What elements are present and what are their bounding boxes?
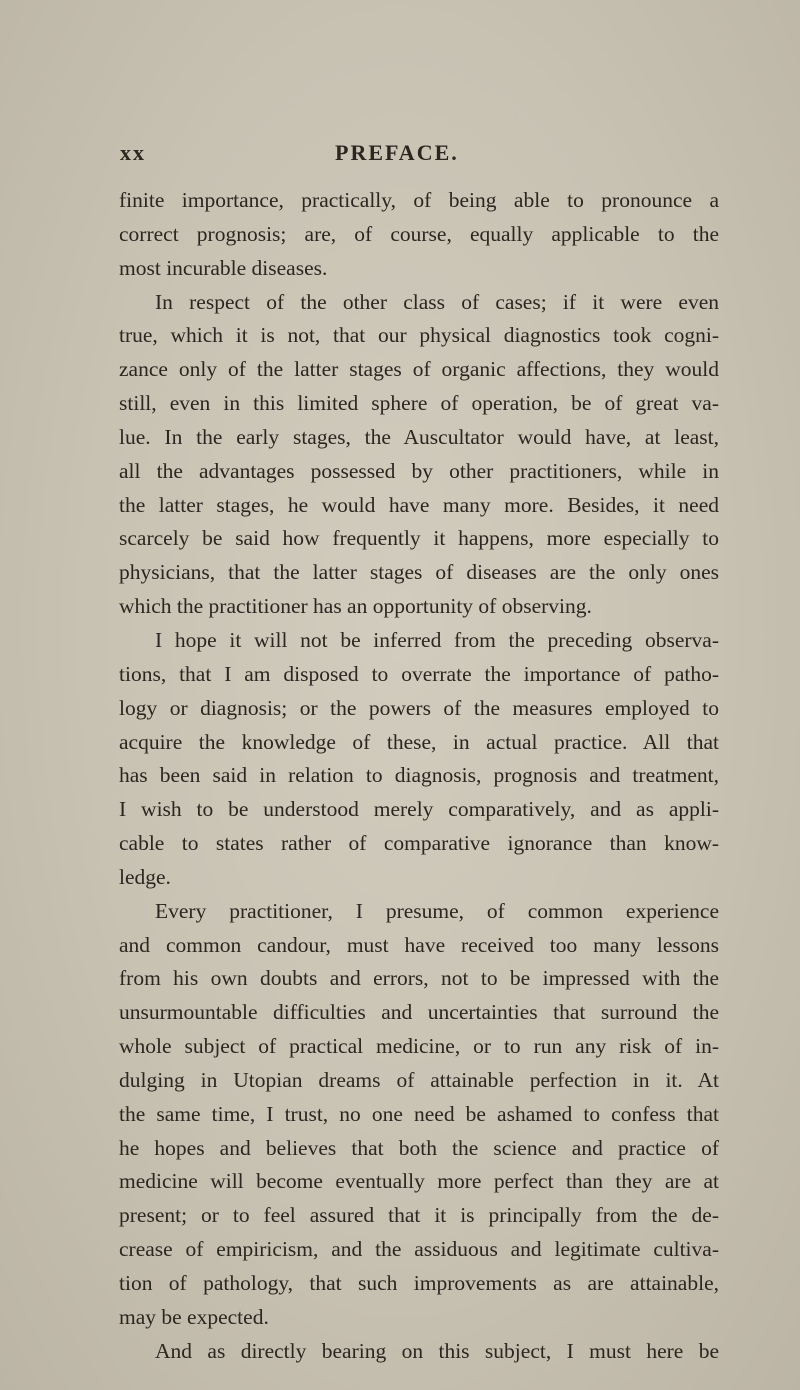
- text-line: he hopes and believes that both the science and practice of: [119, 1135, 719, 1160]
- text-line: acquire the knowledge of these, in actual practice. All that: [119, 729, 719, 754]
- text-line: logy or diagnosis; or the powers of the measures employed to: [119, 695, 719, 720]
- text-line: tions, that I am disposed to overrate the importance of patho-: [119, 661, 719, 686]
- text-line: scarcely be said how frequently it happens, more especially to: [119, 526, 719, 551]
- running-head: [120, 140, 720, 170]
- text-line: whole subject of practical medicine, or to run any risk of in-: [119, 1034, 719, 1059]
- text-line: which the practitioner has an opportunity of observing.: [119, 594, 592, 619]
- text-line: true, which it is not, that our physical diagnostics took cogni-: [119, 323, 719, 348]
- text-line: most incurable diseases.: [119, 255, 328, 280]
- text-line: I wish to be understood merely comparatively, and as appli-: [119, 797, 719, 822]
- text-line: has been said in relation to diagnosis, prognosis and treatment,: [119, 763, 719, 788]
- text-line: And as directly bearing on this subject, I must here be: [155, 1338, 719, 1363]
- text-line: may be expected.: [119, 1304, 269, 1329]
- text-line: the same time, I trust, no one need be ashamed to confess that: [119, 1101, 719, 1126]
- text-line: I hope it will not be inferred from the preceding observa-: [155, 627, 719, 652]
- text-line: zance only of the latter stages of organic affections, they would: [119, 357, 719, 382]
- text-line: In respect of the other class of cases; if it were even: [155, 289, 719, 314]
- text-line: finite importance, practically, of being able to pronounce a: [119, 188, 719, 212]
- text-line: unsurmountable difficulties and uncertainties that surround the: [119, 1000, 719, 1025]
- text-line: and common candour, must have received too many lessons: [119, 932, 719, 957]
- text-line: crease of empiricism, and the assiduous and legitimate cultiva-: [119, 1237, 719, 1262]
- text-line: ledge.: [119, 864, 171, 889]
- text-line: medicine will become eventually more perfect than they are at: [119, 1169, 719, 1194]
- page-number: xx: [120, 140, 146, 165]
- text-line: still, even in this limited sphere of operation, be of great va-: [119, 391, 719, 416]
- text-line: tion of pathology, that such improvements as are attainable,: [119, 1271, 719, 1295]
- text-line: all the advantages possessed by other practitioners, while in: [119, 458, 719, 483]
- text-line: physicians, that the latter stages of diseases are the only ones: [119, 560, 719, 585]
- running-title: PREFACE.: [335, 140, 459, 165]
- text-line: lue. In the early stages, the Auscultator would have, at least,: [119, 424, 719, 449]
- text-line: dulging in Utopian dreams of attainable perfection in it. At: [119, 1067, 719, 1092]
- text-line: Every practitioner, I presume, of common experience: [155, 898, 719, 923]
- text-line: present; or to feel assured that it is principally from the de-: [119, 1203, 719, 1228]
- text-line: correct prognosis; are, of course, equally applicable to the: [119, 221, 719, 246]
- body-text: [119, 184, 719, 1369]
- text-line: cable to states rather of comparative ignorance than know-: [119, 831, 719, 856]
- text-line: the latter stages, he would have many more. Besides, it need: [119, 492, 719, 517]
- text-line: from his own doubts and errors, not to be impressed with the: [119, 966, 719, 991]
